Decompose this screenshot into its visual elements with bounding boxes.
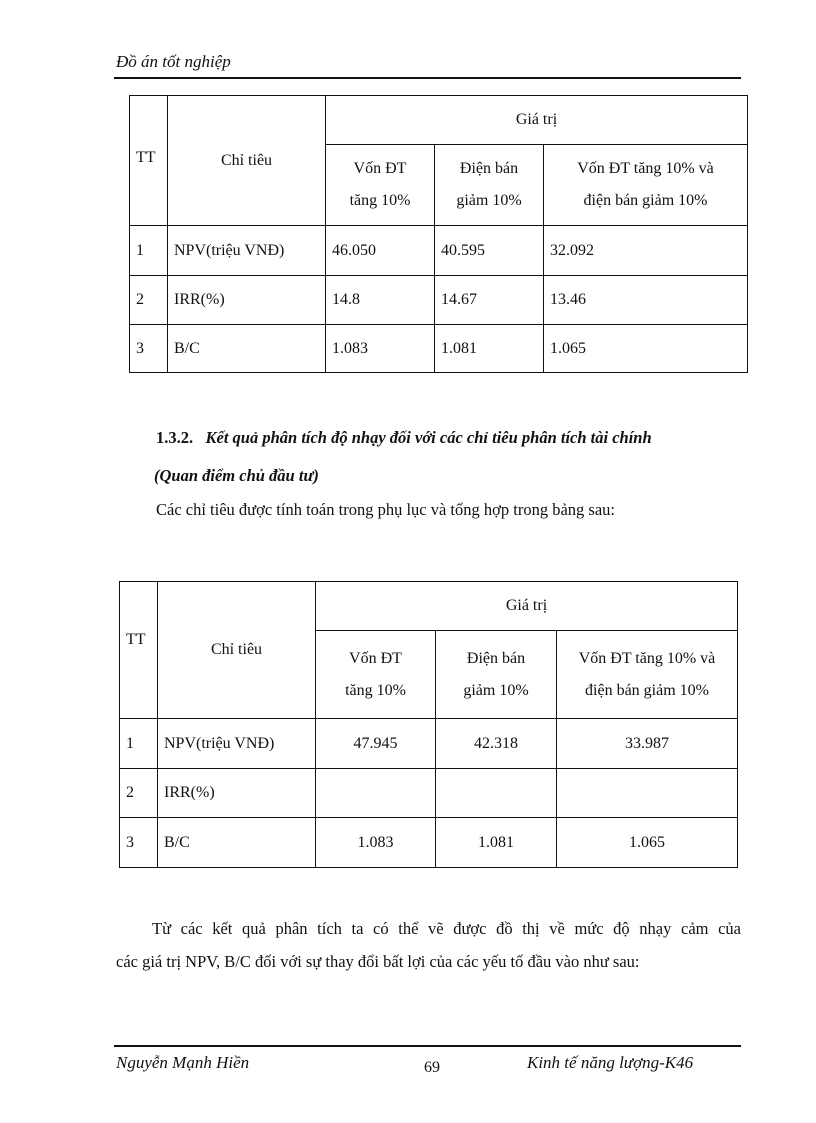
row-name: IRR(%): [168, 276, 326, 325]
table-header-capital: Vốn ĐT tăng 10%: [316, 631, 436, 719]
table-header-price: Điện bán giảm 10%: [435, 145, 544, 226]
row-value: 1.065: [544, 325, 748, 373]
row-value: [316, 769, 436, 818]
row-value: 14.8: [326, 276, 435, 325]
section-subtitle: (Quan điểm chủ đầu tư): [154, 466, 319, 485]
table-header-tt: TT: [130, 96, 168, 226]
footer-author: Nguyễn Mạnh Hiền: [116, 1053, 250, 1072]
row-value: 1.083: [316, 818, 436, 868]
table-header-combined: Vốn ĐT tăng 10% và điện bán giảm 10%: [544, 145, 748, 226]
document-header: Đồ án tốt nghiệp: [116, 52, 231, 71]
table-row: [130, 325, 748, 373]
row-tt: 2: [130, 276, 168, 325]
sensitivity-table-1: [129, 95, 748, 373]
row-value: 1.065: [557, 818, 738, 868]
table-header-tt: TT: [120, 582, 158, 719]
section-heading: [156, 419, 756, 495]
row-value: [557, 769, 738, 818]
row-name: NPV(triệu VNĐ): [168, 226, 326, 276]
header-rule: [114, 77, 741, 79]
row-value: 47.945: [316, 719, 436, 769]
conclusion-paragraph: [116, 912, 741, 978]
row-name: IRR(%): [158, 769, 316, 818]
row-value: 13.46: [544, 276, 748, 325]
row-tt: 3: [130, 325, 168, 373]
row-value: 1.083: [326, 325, 435, 373]
table-header-capital: Vốn ĐT tăng 10%: [326, 145, 435, 226]
table-row: [120, 769, 738, 818]
footer-rule: [114, 1045, 741, 1047]
row-value: 33.987: [557, 719, 738, 769]
row-tt: 1: [130, 226, 168, 276]
table-header-indicator: Chỉ tiêu: [168, 96, 326, 226]
row-tt: 3: [120, 818, 158, 868]
page-number: 69: [424, 1059, 440, 1076]
row-name: NPV(triệu VNĐ): [158, 719, 316, 769]
row-name: B/C: [168, 325, 326, 373]
table-row: [120, 719, 738, 769]
row-value: 40.595: [435, 226, 544, 276]
row-value: 42.318: [436, 719, 557, 769]
row-tt: 1: [120, 719, 158, 769]
table-header-value: Giá trị: [316, 582, 738, 631]
row-name: B/C: [158, 818, 316, 868]
footer-department: Kinh tế năng lượng-K46: [527, 1053, 694, 1072]
row-value: 46.050: [326, 226, 435, 276]
table-row: [130, 276, 748, 325]
table-header-value: Giá trị: [326, 96, 748, 145]
row-value: 14.67: [435, 276, 544, 325]
row-value: 32.092: [544, 226, 748, 276]
conclusion-line-2: các giá trị NPV, B/C đối với sự thay đổi bất lợi của các yếu tố đầu vào như sau:: [116, 952, 640, 971]
table-header-combined: Vốn ĐT tăng 10% và điện bán giảm 10%: [557, 631, 738, 719]
row-tt: 2: [120, 769, 158, 818]
table-header-indicator: Chỉ tiêu: [158, 582, 316, 719]
section-title: Kết quả phân tích độ nhạy đối với các chỉ tiêu phân tích tài chính: [205, 428, 652, 447]
row-value: 1.081: [435, 325, 544, 373]
intro-paragraph: Các chỉ tiêu được tính toán trong phụ lục và tổng hợp trong bảng sau:: [156, 500, 615, 519]
table-row: [130, 226, 748, 276]
sensitivity-table-2: [119, 581, 738, 868]
row-value: 1.081: [436, 818, 557, 868]
section-number: 1.3.2.: [156, 428, 194, 447]
conclusion-line-1: Từ các kết quả phân tích ta có thể vẽ được đồ thị về mức độ nhạy cảm của: [152, 919, 741, 938]
table-row: [120, 818, 738, 868]
table-header-price: Điện bán giảm 10%: [436, 631, 557, 719]
row-value: [436, 769, 557, 818]
